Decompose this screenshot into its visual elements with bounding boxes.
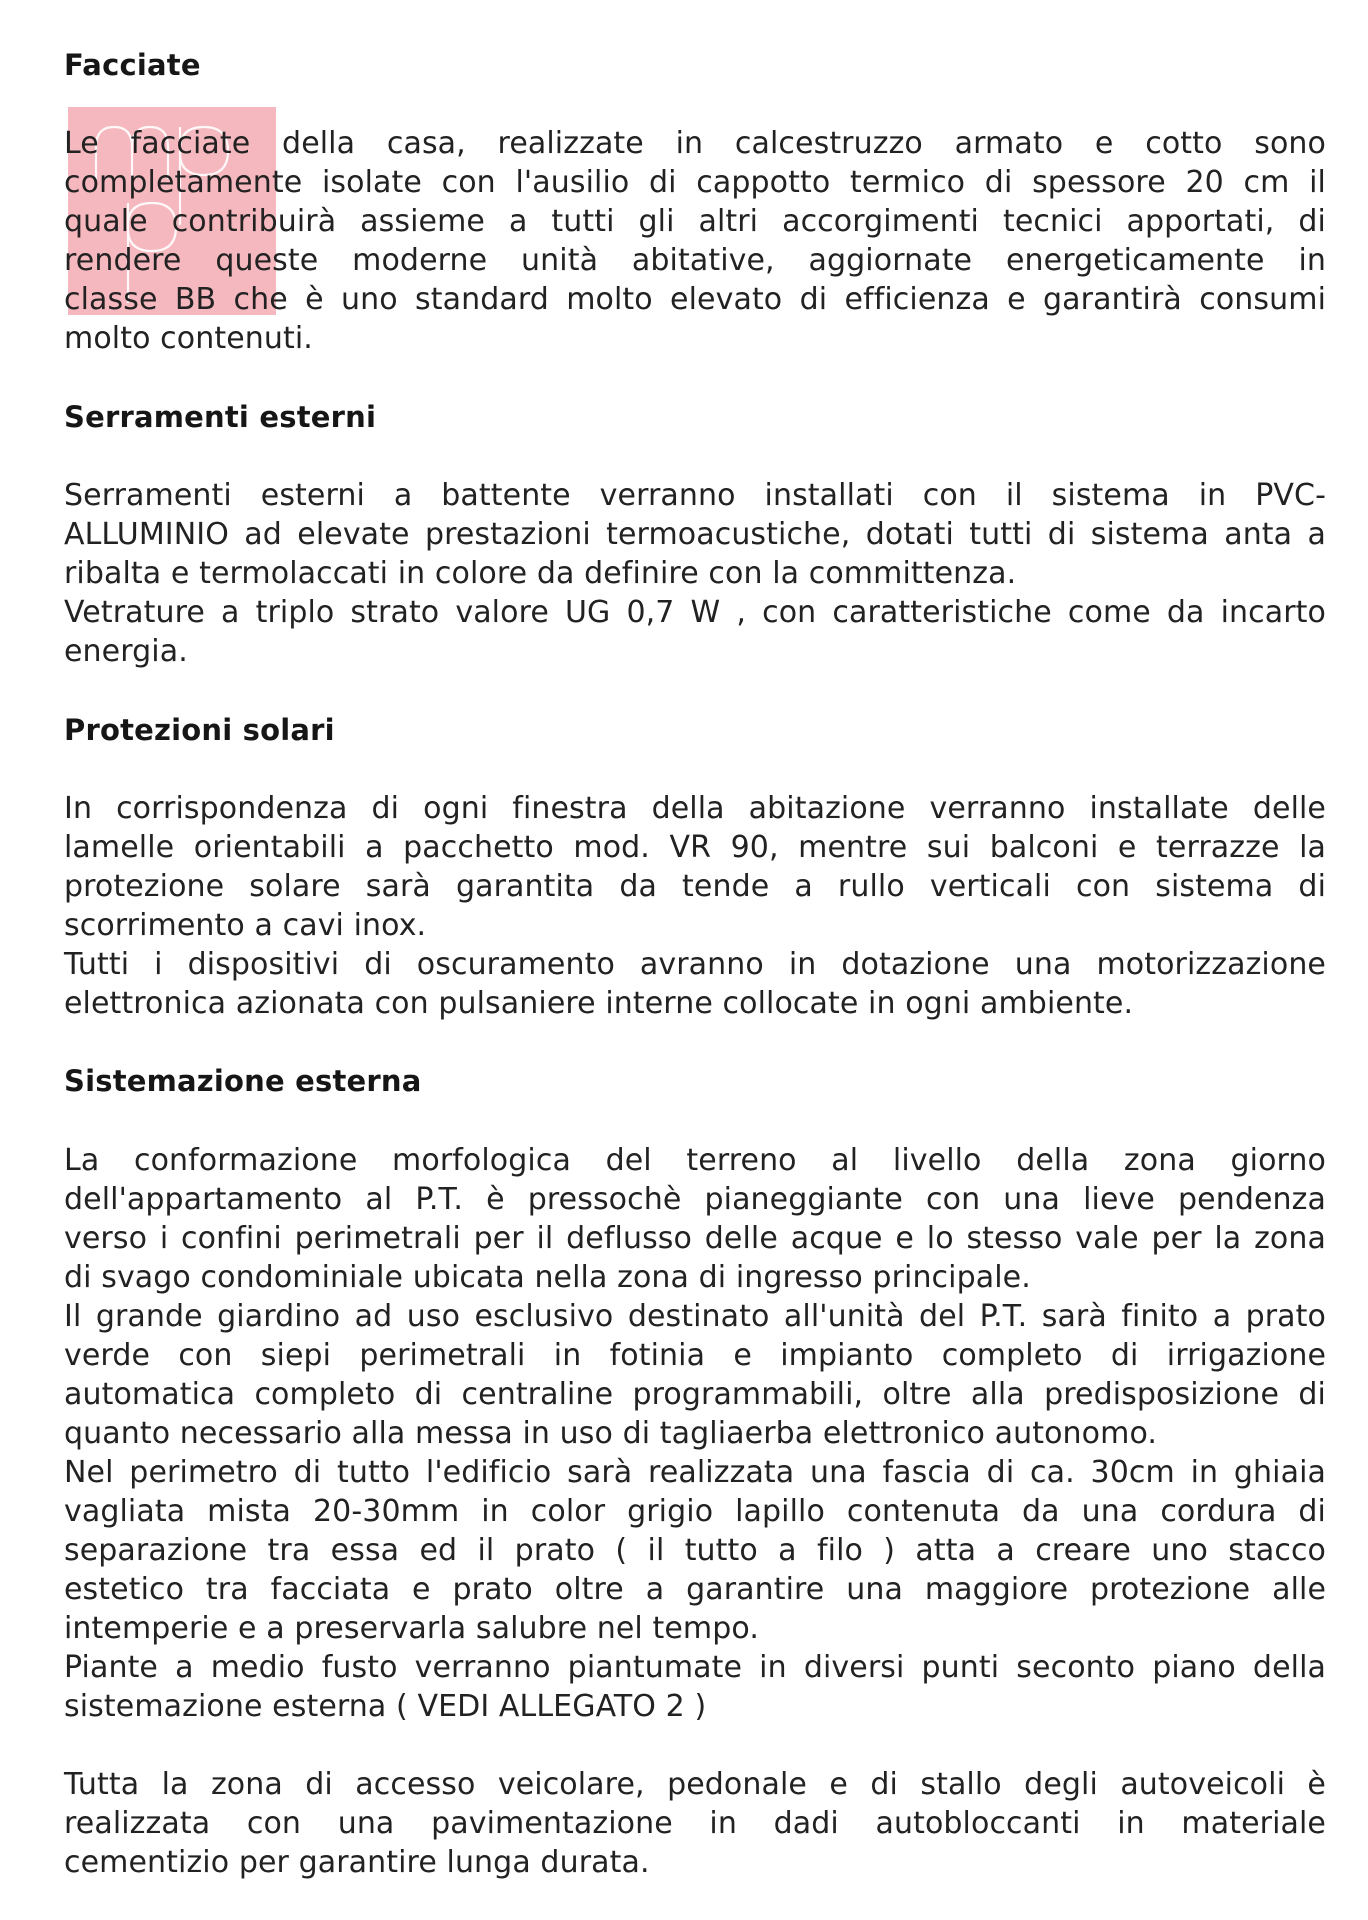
section-heading-sistemazione-esterna: Sistemazione esterna (64, 1064, 422, 1098)
text-line: Tutti i dispositivi di oscuramento avranno in dotazione una motorizzazione (64, 947, 1326, 982)
text-line: Il grande giardino ad uso esclusivo destinato all'unità del P.T. sarà finito a prato (64, 1299, 1326, 1334)
text-line: Serramenti esterni a battente verranno installati con il sistema in PVC- (64, 478, 1326, 513)
text-line: completamente isolate con l'ausilio di cappotto termico di spessore 20 cm il (64, 165, 1326, 200)
text-line: quale contribuirà assieme a tutti gli altri accorgimenti tecnici apportati, di (64, 204, 1326, 239)
text-line: In corrispondenza di ogni finestra della abitazione verranno installate delle (64, 791, 1326, 826)
text-line: sistemazione esterna ( VEDI ALLEGATO 2 ) (64, 1689, 707, 1724)
text-line: verde con siepi perimetrali in fotinia e impianto completo di irrigazione (64, 1338, 1326, 1373)
text-line: estetico tra facciata e prato oltre a garantire una maggiore protezione alle (64, 1572, 1326, 1607)
text-line: ALLUMINIO ad elevate prestazioni termoacustiche, dotati tutti di sistema anta a (64, 517, 1326, 552)
text-line: intemperie e a preservarla salubre nel tempo. (64, 1611, 759, 1646)
section-heading-facciate: Facciate (64, 48, 201, 82)
text-line: rendere queste moderne unità abitative, aggiornate energeticamente in (64, 243, 1326, 278)
text-line: realizzata con una pavimentazione in dadi autobloccanti in materiale (64, 1806, 1326, 1841)
text-line: energia. (64, 634, 188, 669)
text-line: dell'appartamento al P.T. è pressochè pianeggiante con una lieve pendenza (64, 1182, 1326, 1217)
text-line: Piante a medio fusto verranno piantumate in diversi punti seconto piano della (64, 1650, 1326, 1685)
text-line: quanto necessario alla messa in uso di tagliaerba elettronico autonomo. (64, 1416, 1158, 1451)
text-line: Nel perimetro di tutto l'edificio sarà realizzata una fascia di ca. 30cm in ghiaia (64, 1455, 1326, 1490)
text-line: Tutta la zona di accesso veicolare, pedonale e di stallo degli autoveicoli è (64, 1767, 1326, 1802)
text-line: separazione tra essa ed il prato ( il tutto a filo ) atta a creare uno stacco (64, 1533, 1326, 1568)
section-paragraph-serramenti-esterni (64, 476, 1326, 671)
text-line: scorrimento a cavi inox. (64, 908, 427, 943)
text-line: ribalta e termolaccati in colore da definire con la committenza. (64, 556, 1017, 591)
text-line: lamelle orientabili a pacchetto mod. VR 90, mentre sui balconi e terrazze la (64, 830, 1326, 865)
text-line: cementizio per garantire lunga durata. (64, 1845, 650, 1880)
text-line: verso i confini perimetrali per il deflusso delle acque e lo stesso vale per la zona (64, 1221, 1326, 1256)
section-paragraph-protezioni-solari (64, 789, 1326, 1023)
text-line: Le facciate della casa, realizzate in calcestruzzo armato e cotto sono (64, 126, 1326, 161)
text-line: La conformazione morfologica del terreno al livello della zona giorno (64, 1143, 1326, 1178)
section-paragraph-facciate (64, 124, 1326, 358)
text-line: Vetrature a triplo strato valore UG 0,7 W , con caratteristiche come da incarto (64, 595, 1326, 630)
section-paragraph-accesso-veicolare (64, 1765, 1326, 1882)
text-line: molto contenuti. (64, 321, 313, 356)
section-heading-serramenti-esterni: Serramenti esterni (64, 400, 377, 434)
text-line: vagliata mista 20-30mm in color grigio lapillo contenuta da una cordura di (64, 1494, 1326, 1529)
text-line: automatica completo di centraline programmabili, oltre alla predisposizione di (64, 1377, 1326, 1412)
text-line: classe BB che è uno standard molto elevato di efficienza e garantirà consumi (64, 282, 1326, 317)
text-line: protezione solare sarà garantita da tende a rullo verticali con sistema di (64, 869, 1326, 904)
text-line: di svago condominiale ubicata nella zona di ingresso principale. (64, 1260, 1031, 1295)
section-paragraph-sistemazione-esterna (64, 1141, 1326, 1726)
section-heading-protezioni-solari: Protezioni solari (64, 713, 335, 747)
text-line: elettronica azionata con pulsaniere interne collocate in ogni ambiente. (64, 986, 1134, 1021)
